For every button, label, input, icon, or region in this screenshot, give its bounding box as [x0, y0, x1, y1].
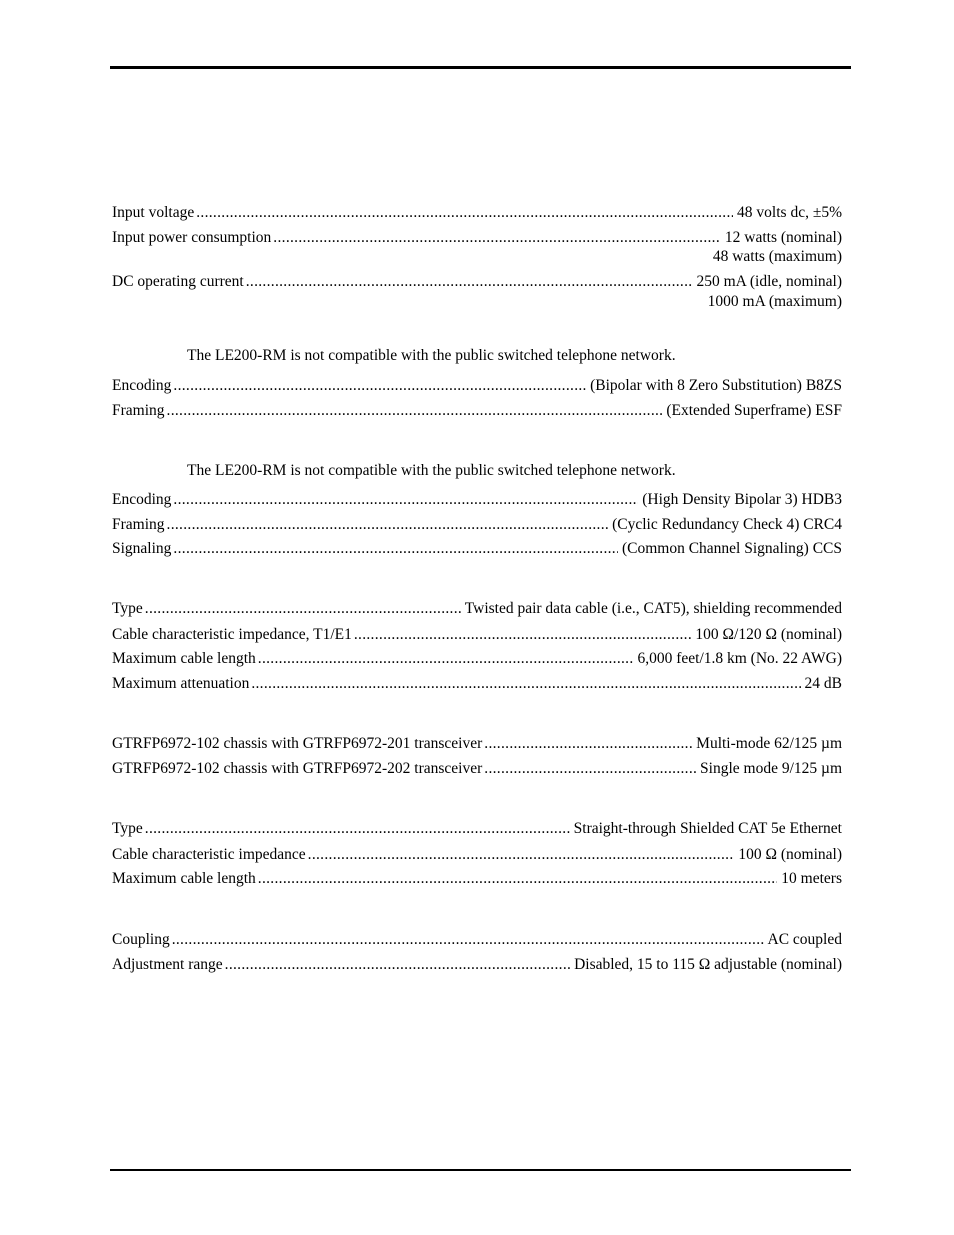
dot-leader	[225, 955, 570, 975]
spec-row-t1-encoding	[112, 376, 842, 396]
spec-value: Single mode 9/125 µm	[700, 760, 842, 777]
spec-row-cable-length	[112, 649, 842, 669]
dot-leader	[354, 625, 692, 645]
spec-row-ethernet-impedance	[112, 845, 842, 865]
spec-row-cable-impedance	[112, 625, 842, 645]
footer-rule	[110, 1169, 851, 1171]
spec-value-continuation: 1000 mA (maximum)	[707, 293, 842, 310]
spec-row-ethernet-type	[112, 819, 842, 839]
dot-leader	[308, 845, 735, 865]
dot-leader	[167, 401, 663, 421]
compatibility-note: The LE200-RM is not compatible with the public switched telephone network.	[187, 462, 676, 479]
dot-leader	[173, 539, 618, 559]
spec-label: Signaling	[112, 540, 172, 557]
spec-value: (Cyclic Redundancy Check 4) CRC4	[612, 516, 842, 533]
dot-leader	[258, 649, 634, 669]
spec-label: Framing	[112, 516, 165, 533]
spec-label: GTRFP6972-102 chassis with GTRFP6972-202 transceiver	[112, 760, 483, 777]
spec-value: 24 dB	[804, 675, 842, 692]
header-rule	[110, 66, 851, 69]
spec-label: Type	[112, 600, 143, 617]
spec-row-coupling	[112, 930, 842, 950]
dot-leader	[484, 734, 692, 754]
spec-label: Coupling	[112, 931, 170, 948]
spec-label: Maximum cable length	[112, 650, 256, 667]
spec-value: 10 meters	[781, 870, 842, 887]
spec-label: Framing	[112, 402, 165, 419]
spec-label: Input voltage	[112, 204, 195, 221]
spec-row-e1-encoding	[112, 490, 842, 510]
spec-value: Disabled, 15 to 115 Ω adjustable (nominal)	[574, 956, 842, 973]
spec-label: DC operating current	[112, 273, 244, 290]
spec-value: 100 Ω/120 Ω (nominal)	[695, 626, 842, 643]
spec-value: (High Density Bipolar 3) HDB3	[642, 491, 842, 508]
spec-row-fiber-multimode	[112, 734, 842, 754]
spec-row-adjustment-range	[112, 955, 842, 975]
spec-label: Input power consumption	[112, 229, 272, 246]
dot-leader	[196, 203, 733, 223]
dot-leader	[167, 515, 609, 535]
dot-leader	[173, 490, 638, 510]
dot-leader	[273, 228, 721, 248]
spec-row-e1-framing	[112, 515, 842, 535]
spec-label: Cable characteristic impedance	[112, 846, 306, 863]
dot-leader	[258, 869, 778, 889]
spec-value: Twisted pair data cable (i.e., CAT5), shielding recommended	[464, 600, 842, 617]
spec-value: AC coupled	[767, 931, 842, 948]
spec-row-cable-attenuation	[112, 674, 842, 694]
spec-row-t1-framing	[112, 401, 842, 421]
spec-label: Cable characteristic impedance, T1/E1	[112, 626, 352, 643]
spec-label: Maximum attenuation	[112, 675, 250, 692]
compatibility-note: The LE200-RM is not compatible with the public switched telephone network.	[187, 347, 676, 364]
spec-row-fiber-singlemode	[112, 759, 842, 779]
spec-label: Encoding	[112, 491, 172, 508]
dot-leader	[246, 272, 693, 292]
dot-leader	[145, 599, 461, 619]
spec-value: 100 Ω (nominal)	[738, 846, 842, 863]
spec-label: Encoding	[112, 377, 172, 394]
dot-leader	[145, 819, 570, 839]
spec-row-e1-signaling	[112, 539, 842, 559]
spec-value: 12 watts (nominal)	[724, 229, 842, 246]
dot-leader	[251, 674, 800, 694]
spec-value: 250 mA (idle, nominal)	[696, 273, 842, 290]
spec-label: Type	[112, 820, 143, 837]
dot-leader	[172, 930, 764, 950]
spec-value: 6,000 feet/1.8 km (No. 22 AWG)	[637, 650, 842, 667]
spec-value: Multi-mode 62/125 µm	[696, 735, 842, 752]
spec-value: 48 volts dc, ±5%	[737, 204, 842, 221]
spec-row-cable-type	[112, 599, 842, 619]
spec-row-input-power	[112, 228, 842, 248]
dot-leader	[484, 759, 696, 779]
spec-value: (Bipolar with 8 Zero Substitution) B8ZS	[590, 377, 842, 394]
spec-row-dc-current	[112, 272, 842, 292]
spec-row-input-voltage	[112, 203, 842, 223]
spec-label: GTRFP6972-102 chassis with GTRFP6972-201 transceiver	[112, 735, 483, 752]
spec-label: Maximum cable length	[112, 870, 256, 887]
spec-value: (Common Channel Signaling) CCS	[621, 540, 842, 557]
spec-label: Adjustment range	[112, 956, 223, 973]
dot-leader	[173, 376, 586, 396]
spec-value-continuation: 48 watts (maximum)	[712, 248, 842, 265]
spec-row-ethernet-length	[112, 869, 842, 889]
spec-value: Straight-through Shielded CAT 5e Ethernet	[573, 820, 842, 837]
spec-value: (Extended Superframe) ESF	[666, 402, 842, 419]
